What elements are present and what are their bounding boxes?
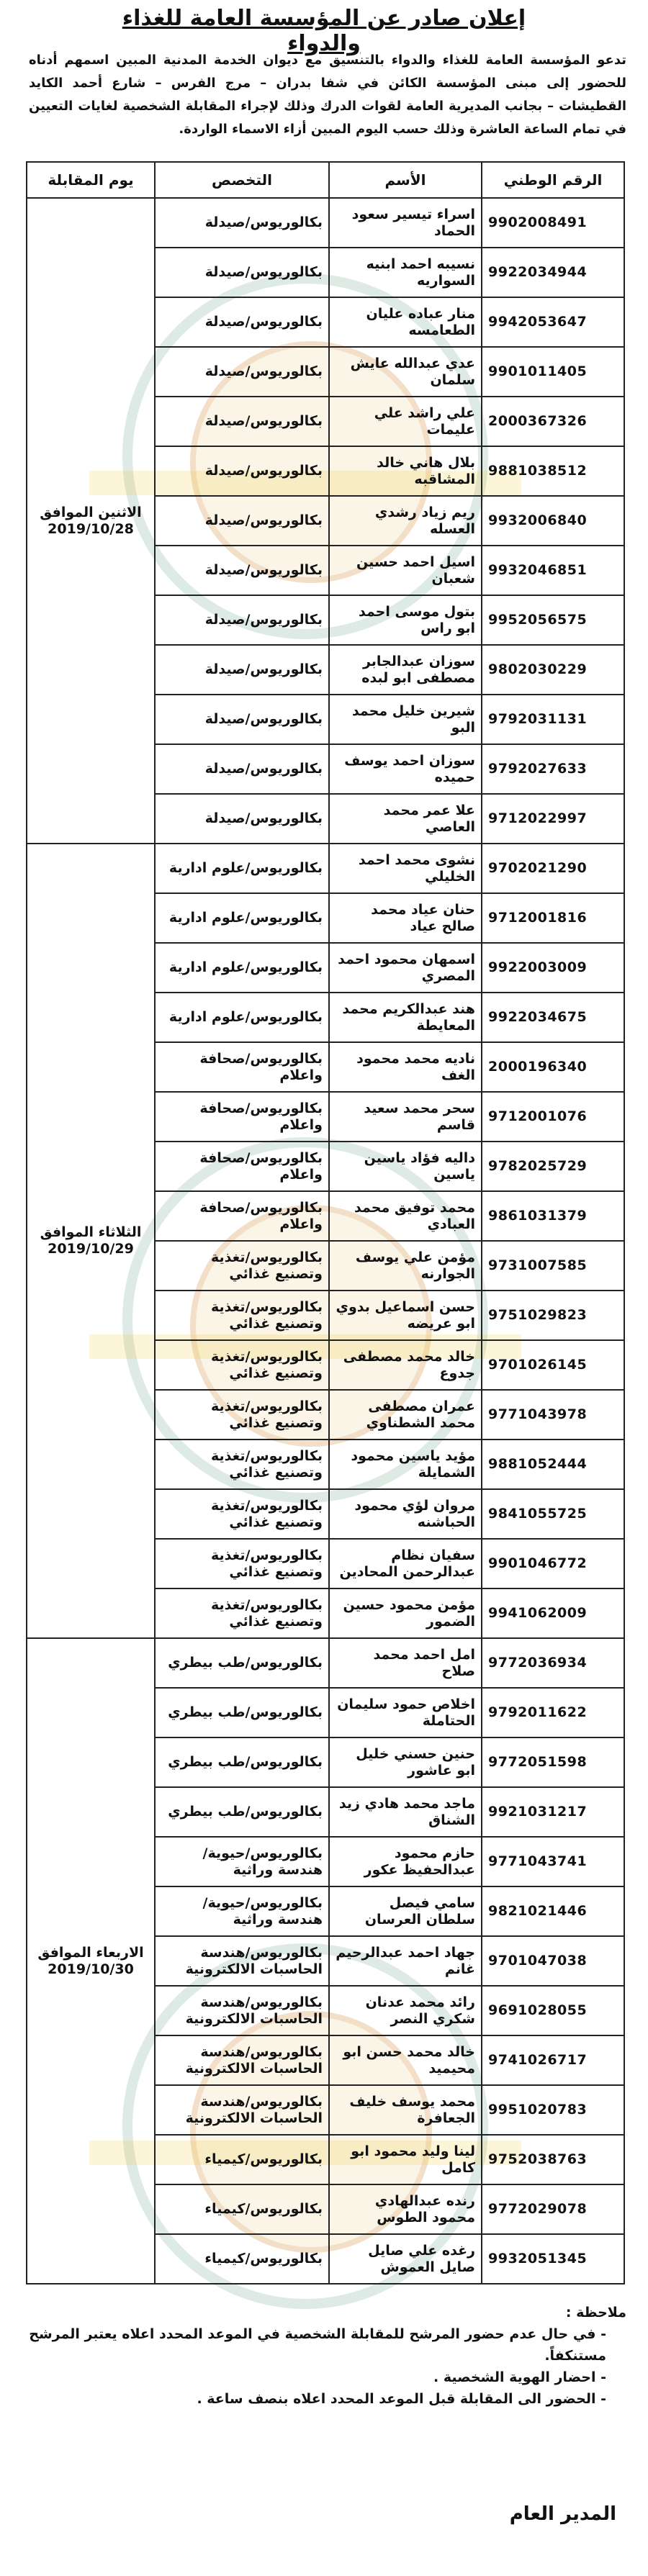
name-cell: شيرين خليل محمد البو <box>329 695 482 744</box>
interview-day-cell <box>27 198 155 844</box>
specialization-cell: بكالوريوس/صيدلة <box>155 744 329 794</box>
national-id-cell: 9932006840 <box>482 496 624 546</box>
specialization-cell: بكالوريوس/صيدلة <box>155 446 329 496</box>
name-cell: ماجد محمد هادي زيد الشناق <box>329 1787 482 1837</box>
national-id-cell: 9731007585 <box>482 1241 624 1291</box>
national-id-cell: 9751029823 <box>482 1291 624 1340</box>
name-cell: حسن اسماعيل بدوي ابو عريضه <box>329 1291 482 1340</box>
name-cell: سوزان عبدالجابر مصطفى ابو لبده <box>329 645 482 695</box>
name-cell: ناديه محمد محمود الغف <box>329 1042 482 1092</box>
specialization-cell: بكالوريوس/حيوية/هندسة وراثية <box>155 1886 329 1936</box>
name-cell: جهاد احمد عبدالرحيم غانم <box>329 1936 482 1986</box>
table-row <box>27 844 624 893</box>
note-item: - في حال عدم حضور المرشح للمقابلة الشخصية في الموعد المحدد اعلاه يعتبر المرشح مستنكفاً. <box>29 2326 606 2364</box>
notes-section <box>29 2302 626 2410</box>
name-cell: مؤيد ياسين محمود الشمايلة <box>329 1440 482 1489</box>
interview-day-label: الاثنين الموافق <box>40 504 142 520</box>
national-id-cell: 9922034675 <box>482 993 624 1042</box>
specialization-cell: بكالوريوس/صيدلة <box>155 794 329 844</box>
specialization-cell: بكالوريوس/صيدلة <box>155 198 329 248</box>
specialization-cell: بكالوريوس/كيمياء <box>155 2184 329 2234</box>
name-cell: بلال هاني خالد المشاقبه <box>329 446 482 496</box>
name-cell: ريم زياد رشدي العسله <box>329 496 482 546</box>
specialization-cell: بكالوريوس/صيدلة <box>155 645 329 695</box>
note-item: - الحضور الى المقابلة قبل الموعد المحدد اعلاه بنصف ساعة . <box>197 2391 606 2407</box>
header-interview-day: يوم المقابلة <box>27 162 155 198</box>
specialization-cell: بكالوريوس/صيدلة <box>155 297 329 347</box>
national-id-cell: 9772036934 <box>482 1638 624 1688</box>
name-cell: سحر محمد سعيد قاسم <box>329 1092 482 1142</box>
name-cell: اسمهان محمود احمد المصري <box>329 943 482 993</box>
specialization-cell: بكالوريوس/علوم ادارية <box>155 893 329 943</box>
specialization-cell: بكالوريوس/صحافة واعلام <box>155 1092 329 1142</box>
specialization-cell: بكالوريوس/هندسة الحاسبات الالكترونية <box>155 2085 329 2135</box>
announcement-title: إعلان صادر عن المؤسسة العامة للغذاء والدواء <box>122 6 526 56</box>
name-cell: سامي فيصل سلطان العرسان <box>329 1886 482 1936</box>
name-cell: حنان عياد محمد صالح عياد <box>329 893 482 943</box>
national-id-cell: 9772029078 <box>482 2184 624 2234</box>
name-cell: داليه فؤاد ياسين ياسين <box>329 1142 482 1191</box>
national-id-cell: 9702021290 <box>482 844 624 893</box>
name-cell: حنين حسني خليل ابو عاشور <box>329 1737 482 1787</box>
interview-date: 2019/10/29 <box>48 1241 134 1257</box>
specialization-cell: بكالوريوس/كيمياء <box>155 2234 329 2284</box>
specialization-cell: بكالوريوس/تغذية وتصنيع غذائي <box>155 1291 329 1340</box>
national-id-cell: 2000367326 <box>482 397 624 446</box>
name-cell: علي راشد علي عليمات <box>329 397 482 446</box>
specialization-cell: بكالوريوس/هندسة الحاسبات الالكترونية <box>155 1986 329 2035</box>
specialization-cell: بكالوريوس/صحافة واعلام <box>155 1042 329 1092</box>
national-id-cell: 9932046851 <box>482 546 624 595</box>
national-id-cell: 9951020783 <box>482 2085 624 2135</box>
specialization-cell: بكالوريوس/هندسة الحاسبات الالكترونية <box>155 1936 329 1986</box>
specialization-cell: بكالوريوس/تغذية وتصنيع غذائي <box>155 1539 329 1588</box>
national-id-cell: 9922034944 <box>482 248 624 297</box>
specialization-cell: بكالوريوس/صيدلة <box>155 496 329 546</box>
name-cell: رنده عبدالهادي محمود الطوس <box>329 2184 482 2234</box>
name-cell: عدي عبدالله عايش سلمان <box>329 347 482 397</box>
specialization-cell: بكالوريوس/تغذية وتصنيع غذائي <box>155 1340 329 1390</box>
national-id-cell: 9901011405 <box>482 347 624 397</box>
specialization-cell: بكالوريوس/تغذية وتصنيع غذائي <box>155 1440 329 1489</box>
specialization-cell: بكالوريوس/تغذية وتصنيع غذائي <box>155 1390 329 1440</box>
national-id-cell: 9712022997 <box>482 794 624 844</box>
table-header-row <box>27 162 624 198</box>
name-cell: اسراء تيسير سعود الحماد <box>329 198 482 248</box>
header-national-id: الرقم الوطني <box>482 162 624 198</box>
name-cell: منار عباده عليان الطعامسه <box>329 297 482 347</box>
national-id-cell: 9932051345 <box>482 2234 624 2284</box>
name-cell: خالد محمد مصطفى جدوع <box>329 1340 482 1390</box>
name-cell: رائد محمد عدنان شكري النصر <box>329 1986 482 2035</box>
name-cell: نشوى محمد احمد الخليلي <box>329 844 482 893</box>
table-row <box>27 198 624 248</box>
name-cell: نسيبه احمد ابنيه السواريه <box>329 248 482 297</box>
specialization-cell: بكالوريوس/حيوية/هندسة وراثية <box>155 1837 329 1886</box>
name-cell: مؤمن علي يوسف الجوارنه <box>329 1241 482 1291</box>
name-cell: حازم محمود عبدالحفيظ عكور <box>329 1837 482 1886</box>
specialization-cell: بكالوريوس/علوم ادارية <box>155 844 329 893</box>
name-cell: هند عبدالكريم محمد المعايطة <box>329 993 482 1042</box>
specialization-cell: بكالوريوس/علوم ادارية <box>155 943 329 993</box>
header-name: الأسم <box>329 162 482 198</box>
name-cell: اسيل احمد حسين شعبان <box>329 546 482 595</box>
name-cell: سفيان نظام عبدالرحمن المحادين <box>329 1539 482 1588</box>
specialization-cell: بكالوريوس/صحافة واعلام <box>155 1142 329 1191</box>
specialization-cell: بكالوريوس/علوم ادارية <box>155 993 329 1042</box>
national-id-cell: 9841055725 <box>482 1489 624 1539</box>
specialization-cell: بكالوريوس/تغذية وتصنيع غذائي <box>155 1489 329 1539</box>
national-id-cell: 9772051598 <box>482 1737 624 1787</box>
specialization-cell: بكالوريوس/صحافة واعلام <box>155 1191 329 1241</box>
specialization-cell: بكالوريوس/تغذية وتصنيع غذائي <box>155 1588 329 1638</box>
specialization-cell: بكالوريوس/طب بيطري <box>155 1638 329 1688</box>
name-cell: امل احمد محمد صلاح <box>329 1638 482 1688</box>
interview-day-cell <box>27 1638 155 2284</box>
name-cell: مؤمن محمود حسين الضمور <box>329 1588 482 1638</box>
specialization-cell: بكالوريوس/طب بيطري <box>155 1688 329 1737</box>
national-id-cell: 9752038763 <box>482 2135 624 2184</box>
national-id-cell: 9921031217 <box>482 1787 624 1837</box>
name-cell: لينا وليد محمود ابو كامل <box>329 2135 482 2184</box>
national-id-cell: 9771043741 <box>482 1837 624 1886</box>
national-id-cell: 9942053647 <box>482 297 624 347</box>
name-cell: اخلاص حمود سليمان الحتاملة <box>329 1688 482 1737</box>
national-id-cell: 9881038512 <box>482 446 624 496</box>
name-cell: مروان لؤي محمود الحباشنه <box>329 1489 482 1539</box>
national-id-cell: 9741026717 <box>482 2035 624 2085</box>
specialization-cell: بكالوريوس/صيدلة <box>155 695 329 744</box>
name-cell: محمد يوسف خليف الجعافرة <box>329 2085 482 2135</box>
name-cell: عمران مصطفى محمد الشطناوي <box>329 1390 482 1440</box>
national-id-cell: 9952056575 <box>482 595 624 645</box>
specialization-cell: بكالوريوس/صيدلة <box>155 248 329 297</box>
interview-date: 2019/10/28 <box>48 520 134 537</box>
announcement-intro: تدعو المؤسسة العامة للغذاء والدواء بالتنسيق مع ديوان الخدمة المدنية المبين اسمهم أدناه للحضور إلى مبنى المؤسسة الكائن في شفا بدران – مرج الفرس – شارع أحمد الكايد القطيشات – بجانب المديرية العامة لقوات الدرك وذلك لإجراء المقابلة الشخصية لغايات التعيين في تمام الساعة العاشرة وذلك حسب اليوم المبين أزاء الاسماء الواردة. <box>29 53 626 137</box>
national-id-cell: 9901046772 <box>482 1539 624 1588</box>
national-id-cell: 9922003009 <box>482 943 624 993</box>
national-id-cell: 9771043978 <box>482 1390 624 1440</box>
specialization-cell: بكالوريوس/طب بيطري <box>155 1787 329 1837</box>
interview-day-label: الاربعاء الموافق <box>37 1944 144 1961</box>
interview-date: 2019/10/30 <box>48 1961 134 1977</box>
specialization-cell: بكالوريوس/هندسة الحاسبات الالكترونية <box>155 2035 329 2085</box>
interview-day-label: الثلاثاء الموافق <box>40 1224 142 1240</box>
national-id-cell: 9701047038 <box>482 1936 624 1986</box>
specialization-cell: بكالوريوس/تغذية وتصنيع غذائي <box>155 1241 329 1291</box>
table-row <box>27 1638 624 1688</box>
specialization-cell: بكالوريوس/صيدلة <box>155 397 329 446</box>
name-cell: خالد محمد حسن ابو محيميد <box>329 2035 482 2085</box>
signature-title: المدير العام <box>509 2503 616 2525</box>
specialization-cell: بكالوريوس/طب بيطري <box>155 1737 329 1787</box>
notes-heading: ملاحظة : <box>565 2305 626 2320</box>
national-id-cell: 9802030229 <box>482 645 624 695</box>
national-id-cell: 9712001816 <box>482 893 624 943</box>
national-id-cell: 9881052444 <box>482 1440 624 1489</box>
specialization-cell: بكالوريوس/صيدلة <box>155 595 329 645</box>
name-cell: محمد توفيق محمد العبادي <box>329 1191 482 1241</box>
national-id-cell: 9861031379 <box>482 1191 624 1241</box>
national-id-cell: 9792027633 <box>482 744 624 794</box>
national-id-cell: 9782025729 <box>482 1142 624 1191</box>
name-cell: علا عمر محمد العاصي <box>329 794 482 844</box>
interview-day-cell <box>27 844 155 1638</box>
specialization-cell: بكالوريوس/كيمياء <box>155 2135 329 2184</box>
national-id-cell: 9902008491 <box>482 198 624 248</box>
header-specialization: التخصص <box>155 162 329 198</box>
national-id-cell: 9941062009 <box>482 1588 624 1638</box>
name-cell: بتول موسى احمد ابو راس <box>329 595 482 645</box>
national-id-cell: 9792031131 <box>482 695 624 744</box>
national-id-cell: 9792011622 <box>482 1688 624 1737</box>
name-cell: سوزان احمد يوسف حميده <box>329 744 482 794</box>
national-id-cell: 9691028055 <box>482 1986 624 2035</box>
specialization-cell: بكالوريوس/صيدلة <box>155 347 329 397</box>
note-item: - احضار الهوية الشخصية . <box>433 2369 606 2385</box>
name-cell: رغده علي صايل صايل العموش <box>329 2234 482 2284</box>
national-id-cell: 9701026145 <box>482 1340 624 1390</box>
national-id-cell: 9712001076 <box>482 1092 624 1142</box>
national-id-cell: 9821021446 <box>482 1886 624 1936</box>
specialization-cell: بكالوريوس/صيدلة <box>155 546 329 595</box>
national-id-cell: 2000196340 <box>482 1042 624 1092</box>
candidates-table <box>26 161 625 2284</box>
